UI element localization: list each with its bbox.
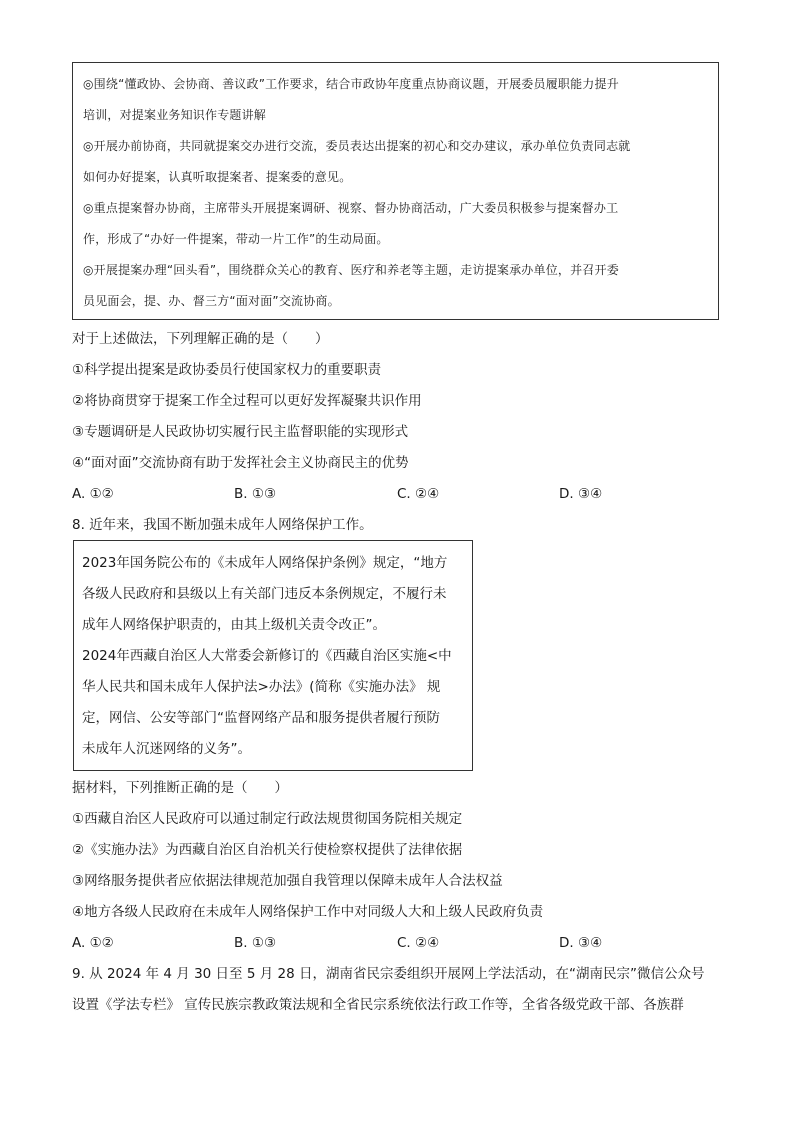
q7-material-line: ◎围绕“懂政协、会协商、善议政”工作要求，结合市政协年度重点协商议题，开展委员履职能力提升: [83, 77, 619, 91]
q9-text-line-2: 设置《学法专栏》 宣传民族宗教政策法规和全省民宗系统依法行政工作等，全省各级党政干部、各族群: [72, 997, 684, 1013]
q8-statement-2: ②《实施办法》为西藏自治区自治机关行使检察权提供了法律依据: [72, 842, 463, 858]
q7-material-box: [72, 62, 719, 320]
q7-option-d[interactable]: D. ③④: [559, 486, 603, 502]
q8-options: [72, 934, 732, 952]
q8-title: 8. 近年来，我国不断加强未成年人网络保护工作。: [72, 517, 373, 533]
q7-question-stem: 对于上述做法，下列理解正确的是（ ）: [72, 331, 329, 347]
q7-options: [72, 485, 732, 503]
q8-material-line: 华人民共和国未成年人保护法>办法》(简称《实施办法》 规: [82, 679, 441, 695]
q8-material-line: 未成年人沉迷网络的义务”。: [82, 741, 251, 757]
q7-material-line: 作，形成了“办好一件提案，带动一片工作”的生动局面。: [83, 232, 389, 246]
q8-option-b[interactable]: B. ①③: [234, 935, 277, 951]
q7-statement-3: ③专题调研是人民政协切实履行民主监督职能的实现形式: [72, 424, 409, 440]
q8-statement-3: ③网络服务提供者应依据法律规范加强自我管理以保障未成年人合法权益: [72, 873, 503, 889]
q8-material-line: 各级人民政府和县级以上有关部门违反本条例规定，不履行未: [82, 586, 447, 602]
q7-statement-1: ①科学提出提案是政协委员行使国家权力的重要职责: [72, 362, 382, 378]
q7-material-line: ◎开展办前协商，共同就提案交办进行交流，委员表达出提案的初心和交办建议，承办单位负责同志就: [83, 139, 631, 153]
q7-statement-2: ②将协商贯穿于提案工作全过程可以更好发挥凝聚共识作用: [72, 393, 422, 409]
q7-option-a[interactable]: A. ①②: [72, 486, 114, 502]
q7-statement-4: ④“面对面”交流协商有助于发挥社会主义协商民主的优势: [72, 455, 409, 471]
q7-material-line: ◎开展提案办理“回头看”，围绕群众关心的教育、医疗和养老等主题，走访提案承办单位，并召开委: [83, 263, 619, 277]
q8-material-line: 2024年西藏自治区人大常委会新修订的《西藏自治区实施<中: [82, 648, 452, 664]
q8-material-line: 2023年国务院公布的《未成年人网络保护条例》规定，“地方: [82, 555, 448, 571]
q8-option-d[interactable]: D. ③④: [559, 935, 603, 951]
q7-option-b[interactable]: B. ①③: [234, 486, 277, 502]
q9-text-line-1: 9. 从 2024 年 4 月 30 日至 5 月 28 日，湖南省民宗委组织开展网上学法活动，在“湖南民宗”微信公众号: [72, 966, 705, 982]
q8-question-stem: 据材料，下列推断正确的是（ ）: [72, 780, 288, 796]
q7-material-line: 员见面会，提、办、督三方“面对面”交流协商。: [83, 294, 340, 308]
q8-option-a[interactable]: A. ①②: [72, 935, 114, 951]
q7-material-line: ◎重点提案督办协商，主席带头开展提案调研、视察、督办协商活动，广大委员积极参与提案督办工: [83, 201, 619, 215]
q8-material-box: [73, 540, 473, 771]
q7-material-line: 如何办好提案，认真听取提案者、提案委的意见。: [83, 170, 352, 184]
q7-material-line: 培训，对提案业务知识作专题讲解: [83, 108, 267, 122]
q8-material-line: 定，网信、公安等部门“监督网络产品和服务提供者履行预防: [82, 710, 440, 726]
q8-option-c[interactable]: C. ②④: [397, 935, 440, 951]
q8-statement-4: ④地方各级人民政府在未成年人网络保护工作中对同级人大和上级人民政府负责: [72, 904, 544, 920]
q8-material-line: 成年人网络保护职责的，由其上级机关责令改正”。: [82, 617, 386, 633]
q8-statement-1: ①西藏自治区人民政府可以通过制定行政法规贯彻国务院相关规定: [72, 811, 463, 827]
q7-option-c[interactable]: C. ②④: [397, 486, 440, 502]
